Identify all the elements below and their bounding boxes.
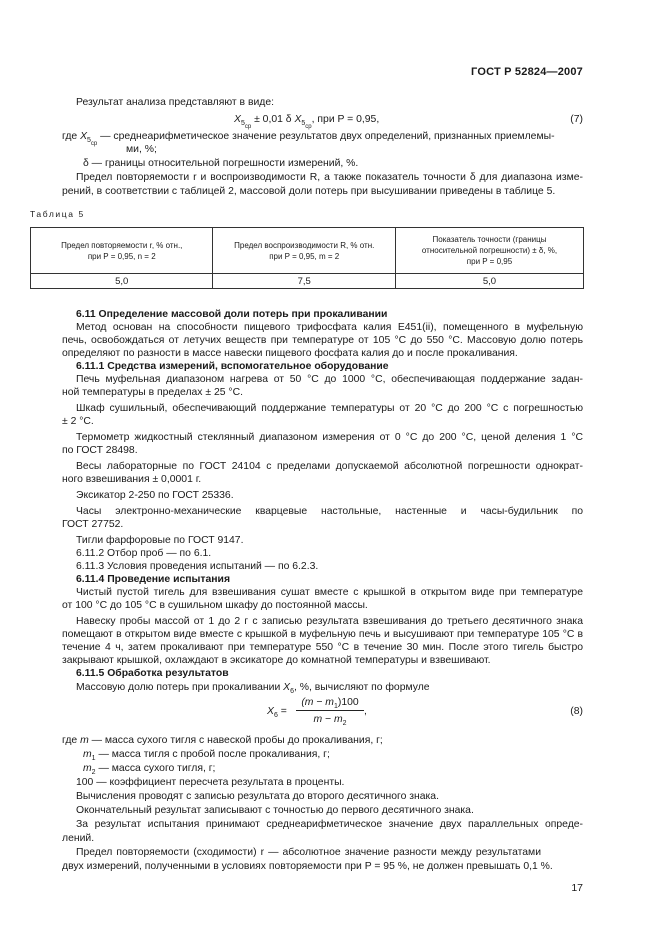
s611-line-2: печь, освобождаться от летучих веществ при температуре от 105 °С до 550 °С. Массовую долю потерь xyxy=(62,335,583,346)
result-intro: Результат анализа представляют в виде: xyxy=(76,97,275,108)
s6114-line-5: течение 4 ч, затем прокаливают при температуре 550 °С в течение 30 мин. После этого тигель быстро xyxy=(62,642,583,653)
s6114-line-6: закрывают крышкой, охлаждают в эксикаторе до комнатной температуры и взвешивают. xyxy=(62,655,491,666)
s6111-line-2: ной температуры в пределах ± 25 °С. xyxy=(62,387,243,398)
table-row xyxy=(31,274,584,289)
header-repeatability: Предел повторяемости r, % отн., при P = 0,95, n = 2 xyxy=(31,228,213,274)
def-line-2: $m_1$ — масса тигля с пробой после прокаливания, г; xyxy=(83,749,330,762)
cell-accuracy: 5,0 xyxy=(395,274,583,289)
def-line-4: 100 — коэффициент пересчета результата в проценты. xyxy=(76,777,345,788)
def-line-1: где m — масса сухого тигля с навеской пробы до прокаливания, г; xyxy=(62,735,383,746)
section-6-11-3: 6.11.3 Условия проведения испытаний — по 6.2.3. xyxy=(76,561,319,572)
equation-8-numerator: $(m - m_1)100$ xyxy=(296,696,364,711)
equation-8-denominator: $m - m_2$ xyxy=(313,714,347,728)
s6111-line-11: ГОСТ 27752. xyxy=(62,519,124,530)
equation-8-number: (8) xyxy=(570,706,583,717)
section-6-11-4-title: 6.11.4 Проведение испытания xyxy=(76,574,231,585)
equation-8-fraction xyxy=(296,696,364,726)
s6111-line-1: Печь муфельная диапазоном нагрева от 50 °С до 1000 °С, обеспечивающая поддержание задан- xyxy=(76,374,583,385)
para1-line-2: рений, в соответствии с таблицей 2, массовой доли потерь при высушивании приведены в таблице 5. xyxy=(62,186,556,197)
s6114-line-2: от 100 °С до 105 °С в сушильном шкафу до постоянной массы. xyxy=(62,600,368,611)
section-6-11-5-title: 6.11.5 Обработка результатов xyxy=(76,668,229,679)
s6111-line-12: Тигли фарфоровые по ГОСТ 9147. xyxy=(76,535,244,546)
equation-7: $X_{5_{ср}} \pm 0,01$ δ $X_{5_{ср}}$, при P = 0,95, xyxy=(234,114,380,130)
s6111-line-3: Шкаф сушильный, обеспечивающий поддержание температуры от 20 °С до 200 °С с погрешностью xyxy=(76,403,583,414)
page-number: 17 xyxy=(571,882,583,894)
after-line-2: Окончательный результат записывают с точностью до первого десятичного знака. xyxy=(76,805,474,816)
header-reproducibility: Предел воспроизводимости R, % отн. при P = 0,95, m = 2 xyxy=(213,228,395,274)
cell-repeatability: 5,0 xyxy=(31,274,213,289)
s6111-line-4: ± 2 °С. xyxy=(62,416,94,427)
section-6-11-1-title: 6.11.1 Средства измерений, вспомогательное оборудование xyxy=(76,361,389,372)
after-line-3: За результат испытания принимают среднеарифметическое значение двух параллельных опреде- xyxy=(76,819,583,830)
table5-caption: Таблица 5 xyxy=(30,209,85,219)
where-line-2: ми, %; xyxy=(126,144,157,155)
s6111-line-7: Весы лабораторные по ГОСТ 24104 с пределами допускаемой абсолютной погрешности однократ- xyxy=(76,461,583,472)
equation-8-lhs: $X_6$ = xyxy=(267,706,287,719)
header-accuracy: Показатель точности (границы относительной погрешности) ± δ, %, при P = 0,95 xyxy=(395,228,583,274)
s6115-intro: Массовую долю потерь при прокаливании $X_6$, %, вычисляют по формуле xyxy=(76,682,430,695)
s6114-line-1: Чистый пустой тигель для взвешивания сушат вместе с крышкой в открытом виде при температуре xyxy=(76,587,583,598)
after-line-4: лений. xyxy=(62,833,95,844)
s6111-line-10: Часы электронно-механические кварцевые настольные, настенные и часы-будильник по xyxy=(76,506,583,517)
def-line-3: $m_2$ — масса сухого тигля, г; xyxy=(83,763,216,776)
s6114-line-4: помещают в открытом виде вместе с крышкой в муфельную печь и высушивают при температуре 105 °С в xyxy=(62,629,583,640)
s6111-line-5: Термометр жидкостный стеклянный диапазоном измерения от 0 °С до 200 °С, ценой деления 1 °С xyxy=(76,432,583,443)
section-6-11-title: 6.11 Определение массовой доли потерь при прокаливании xyxy=(76,309,388,320)
after-line-5: Предел повторяемости (сходимости) r — абсолютное значение разности между результатами xyxy=(76,847,541,858)
running-header: ГОСТ Р 52824—2007 xyxy=(471,66,583,78)
s6111-line-8: ного взвешивания ± 0,0001 г. xyxy=(62,474,202,485)
table-5 xyxy=(30,227,584,289)
after-line-1: Вычисления проводят с записью результата до второго десятичного знака. xyxy=(76,791,439,802)
s6111-line-6: по ГОСТ 28498. xyxy=(62,445,138,456)
section-6-11-2: 6.11.2 Отбор проб — по 6.1. xyxy=(76,548,212,559)
where-line-1: где $X_{5_{ср}}$ — среднеарифметическое значение результатов двух определений, признанных приемлемы- xyxy=(62,131,555,147)
s6111-line-9: Эксикатор 2-250 по ГОСТ 25336. xyxy=(76,490,234,501)
equation-8-comma: , xyxy=(364,706,367,717)
table-header-row xyxy=(31,228,584,274)
para1-line-1: Предел повторяемости r и воспроизводимости R, а также показатель точности δ для диапазона изме- xyxy=(76,172,583,183)
s611-line-1: Метод основан на способности пищевого трифосфата калия Е451(ii), помещенного в муфельную xyxy=(76,322,583,333)
s611-line-3: определяют по разности в массе навески пищевого фосфата калия до и после прокаливания. xyxy=(62,348,518,359)
after-line-6: двух измерений, полученными в условиях повторяемости при P = 95 %, не должен превышать 0,1 %. xyxy=(62,861,553,872)
equation-7-number: (7) xyxy=(570,114,583,125)
where-line-3: δ — границы относительной погрешности измерений, %. xyxy=(83,158,359,169)
cell-reproducibility: 7,5 xyxy=(213,274,395,289)
s6114-line-3: Навеску пробы массой от 1 до 2 г с записью результата взвешивания до третьего десятичного знака xyxy=(76,616,583,627)
